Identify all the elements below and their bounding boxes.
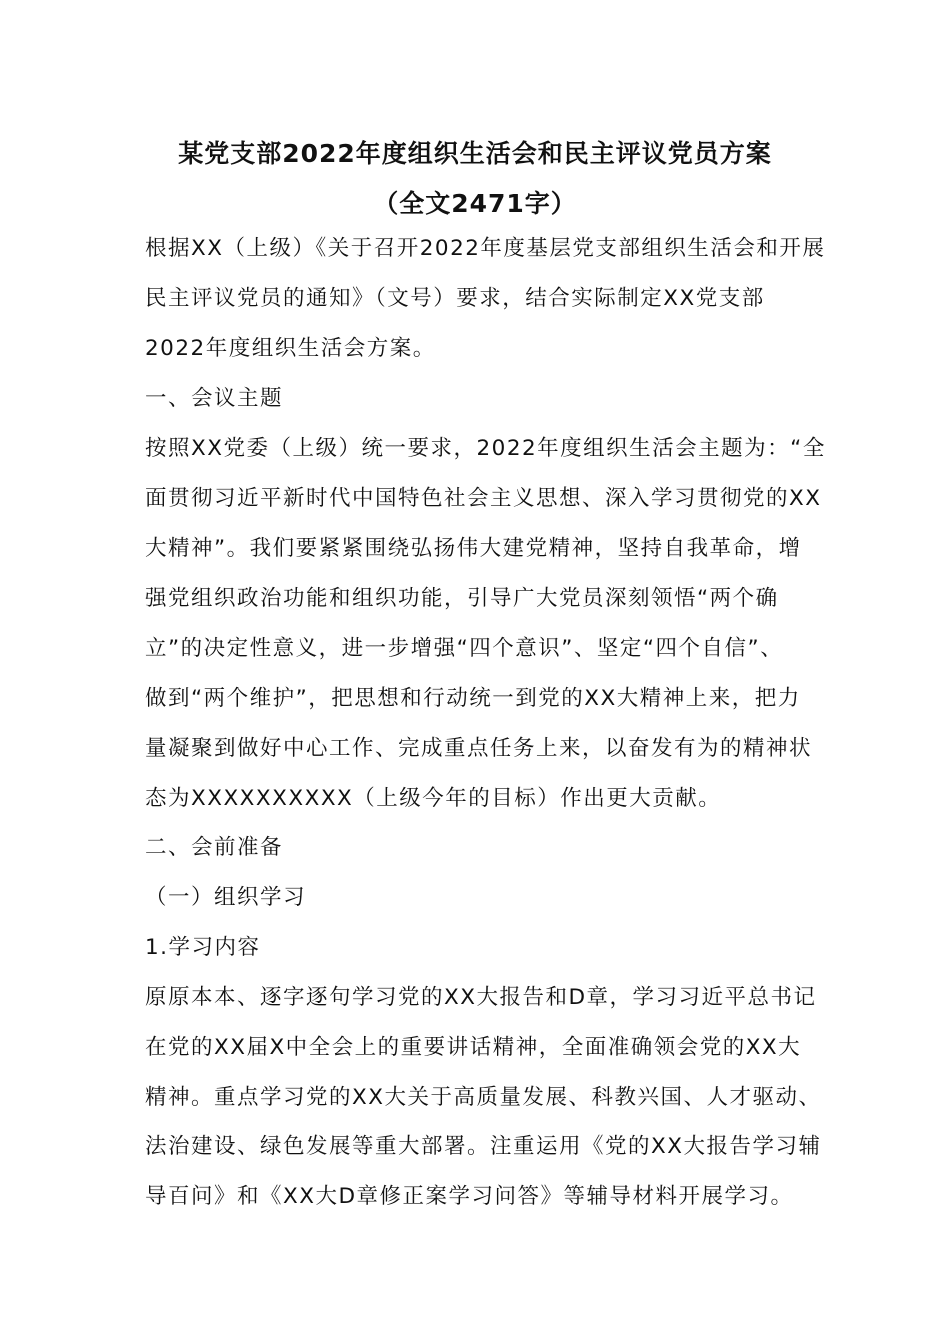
subsection-heading: （一）组织学习 (145, 885, 307, 910)
body-line: 大精神”。我们要紧紧围绕弘扬伟大建党精神，坚持自我革命，增 (145, 536, 802, 561)
body-line: 做到“两个维护”，把思想和行动统一到党的XX大精神上来，把力 (145, 686, 801, 711)
document-title: 某党支部2022年度组织生活会和民主评议党员方案 (178, 139, 772, 168)
body-line: 量凝聚到做好中心工作、完成重点任务上来，以奋发有为的精神状 (145, 736, 813, 761)
body-line: 2022年度组织生活会方案。 (145, 336, 436, 361)
body-line: 民主评议党员的通知》（文号）要求，结合实际制定XX党支部 (145, 286, 765, 311)
section-heading-2: 二、会前准备 (145, 835, 284, 860)
body-line: 强党组织政治功能和组织功能，引导广大党员深刻领悟“两个确 (145, 586, 779, 611)
body-line: 按照XX党委（上级）统一要求，2022年度组织生活会主题为：“全 (145, 436, 826, 461)
body-line: 面贯彻习近平新时代中国特色社会主义思想、深入学习贯彻党的XX (145, 486, 822, 511)
body-line: 原原本本、逐字逐句学习党的XX大报告和D章，学习习近平总书记 (145, 985, 817, 1010)
body-line: 立”的决定性意义，进一步增强“四个意识”、坚定“四个自信”、 (145, 636, 784, 661)
section-heading-1: 一、会议主题 (145, 386, 284, 411)
document-subtitle: （全文2471字） (373, 189, 577, 218)
body-line: 导百问》和《XX大D章修正案学习问答》等辅导材料开展学习。 (145, 1184, 794, 1209)
body-line: 根据XX（上级）《关于召开2022年度基层党支部组织生活会和开展 (145, 236, 826, 261)
body-line: 态为XXXXXXXXXX（上级今年的目标）作出更大贡献。 (145, 786, 722, 811)
body-line: 在党的XX届X中全会上的重要讲话精神，全面准确领会党的XX大 (145, 1035, 802, 1060)
body-line: 法治建设、绿色发展等重大部署。注重运用《党的XX大报告学习辅 (145, 1134, 822, 1159)
item-heading: 1.学习内容 (145, 935, 261, 960)
body-line: 精神。重点学习党的XX大关于高质量发展、科教兴国、人才驱动、 (145, 1085, 822, 1110)
